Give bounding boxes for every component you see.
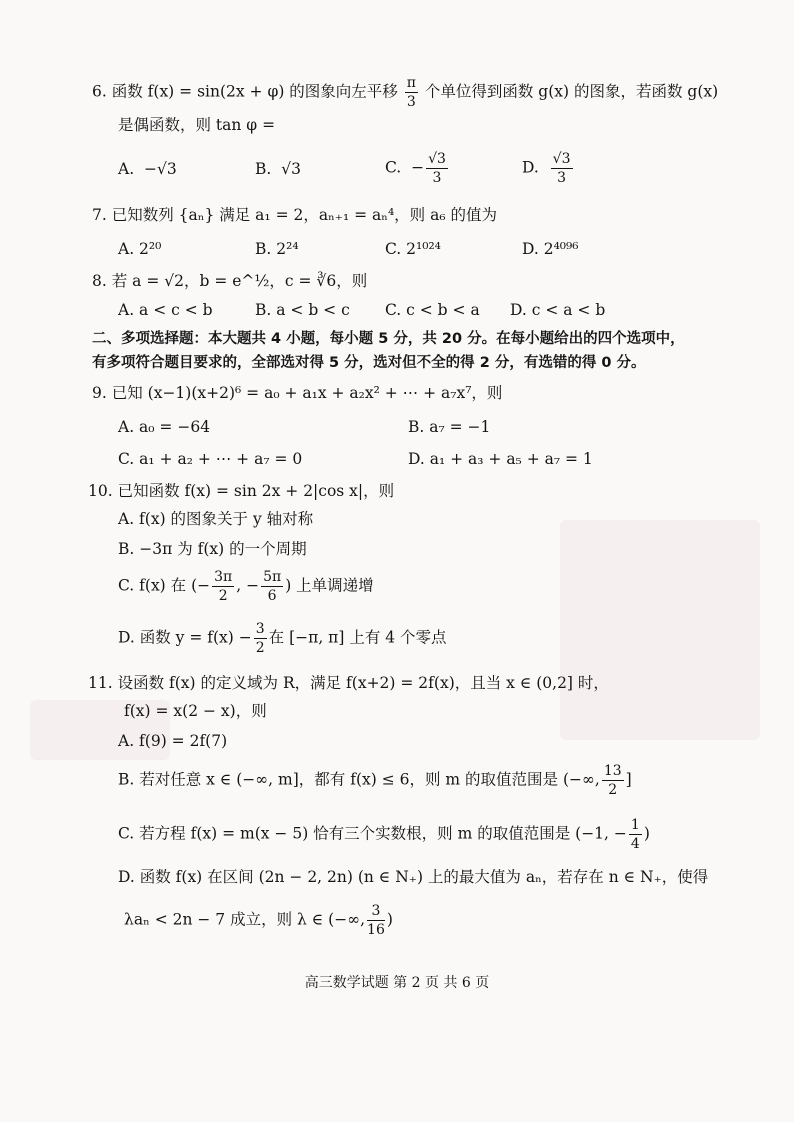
q11-option-b: B. 若对任意 x ∈ (−∞, m]，都有 f(x) ≤ 6，则 m 的取值范围是 (−∞, $\frac{13}{2}$ ] (118, 763, 632, 798)
section-2-header-line2: 有多项符合题目要求的，全部选对得 5 分，选对但不全的得 2 分，有选错的得 0 分。 (92, 355, 646, 371)
q7-option-a: A. 2²⁰ (118, 240, 162, 258)
q8-option-b: B. a < b < c (255, 301, 350, 319)
q9-option-a: A. a₀ = −64 (118, 418, 211, 436)
q11-option-c: C. 若方程 f(x) = m(x − 5) 恰有三个实数根，则 m 的取值范围是 (−1, − $\frac{1}{4}$ ) (118, 817, 650, 852)
q10-option-c: C. f(x) 在 (− $\frac{3\pi}{2}$ , − $\frac{5\pi}{6}$ ) 上单调递增 (118, 569, 374, 604)
question-number: 11. (88, 674, 113, 692)
q9-option-d: D. a₁ + a₃ + a₅ + a₇ = 1 (408, 450, 593, 468)
question-number: 6. (92, 82, 107, 101)
q6-option-b: B. √3 (255, 160, 301, 178)
question-number: 7. (92, 206, 107, 224)
q9-option-b: B. a₇ = −1 (408, 418, 491, 436)
q7-option-d: D. 2⁴⁰⁹⁶ (522, 240, 579, 258)
q10-option-b: B. −3π 为 f(x) 的一个周期 (118, 540, 307, 558)
question-number: 8. (92, 272, 107, 290)
q9-option-c: C. a₁ + a₂ + ⋯ + a₇ = 0 (118, 450, 303, 468)
q6-stem-part-b: 个单位得到函数 g(x) 的图象，若函数 g(x) (424, 82, 719, 101)
q8-stem: 8. 若 a = √2，b = e^½，c = ∛6，则 (92, 272, 368, 290)
q10-option-d: D. 函数 y = f(x) − $\frac{3}{2}$ 在 [−π, π] 上有 4 个零点 (118, 621, 447, 656)
q11-stem-line1: 11. 设函数 f(x) 的定义域为 R，满足 f(x+2) = 2f(x)，且当 x ∈ (0,2] 时， (88, 674, 609, 692)
q8-option-c: C. c < b < a (385, 301, 480, 319)
q11-option-d-line2: λaₙ < 2n − 7 成立，则 λ ∈ (−∞, $\frac{3}{16}$ ) (124, 903, 393, 938)
fraction-pi-over-3: $\frac{\pi}{3}$ (406, 75, 416, 110)
q6-option-a: A. −√3 (118, 160, 177, 178)
q11-option-a: A. f(9) = 2f(7) (118, 732, 228, 750)
q7-stem: 7. 已知数列 {aₙ} 满足 a₁ = 2，aₙ₊₁ = aₙ⁴，则 a₆ 的值为 (92, 206, 497, 224)
question-number: 10. (88, 482, 113, 500)
q7-option-c: C. 2¹⁰²⁴ (385, 240, 441, 258)
q10-option-a: A. f(x) 的图象关于 y 轴对称 (118, 510, 314, 528)
scan-smudge (560, 520, 760, 740)
page-footer: 高三数学试题 第 2 页 共 6 页 (304, 975, 490, 991)
q6-stem-line1 (92, 74, 718, 111)
q11-option-d-line1: D. 函数 f(x) 在区间 (2n − 2, 2n) (n ∈ N₊) 上的最大值为 aₙ，若存在 n ∈ N₊，使得 (118, 868, 709, 886)
section-2-header-line1: 二、多项选择题：本大题共 4 小题，每小题 5 分，共 20 分。在每小题给出的四个选项中， (92, 331, 685, 347)
q6-stem-line2: 是偶函数，则 tan φ = (118, 116, 276, 134)
q6-option-d: D. $\frac{√3}{3}$ (522, 151, 571, 186)
q8-option-d: D. c < a < b (510, 301, 606, 319)
q9-stem: 9. 已知 (x−1)(x+2)⁶ = a₀ + a₁x + a₂x² + ⋯ + a₇x⁷，则 (92, 384, 503, 402)
q8-option-a: A. a < c < b (118, 301, 213, 319)
q11-stem-line2: f(x) = x(2 − x)，则 (124, 702, 267, 720)
q6-stem-part-a: 函数 f(x) = sin(2x + φ) 的图象向左平移 (111, 82, 398, 101)
question-number: 9. (92, 384, 107, 402)
q6-option-c: C. − $\frac{√3}{3}$ (385, 151, 446, 186)
q7-option-b: B. 2²⁴ (255, 240, 299, 258)
q10-stem: 10. 已知函数 f(x) = sin 2x + 2|cos x|，则 (88, 482, 395, 500)
